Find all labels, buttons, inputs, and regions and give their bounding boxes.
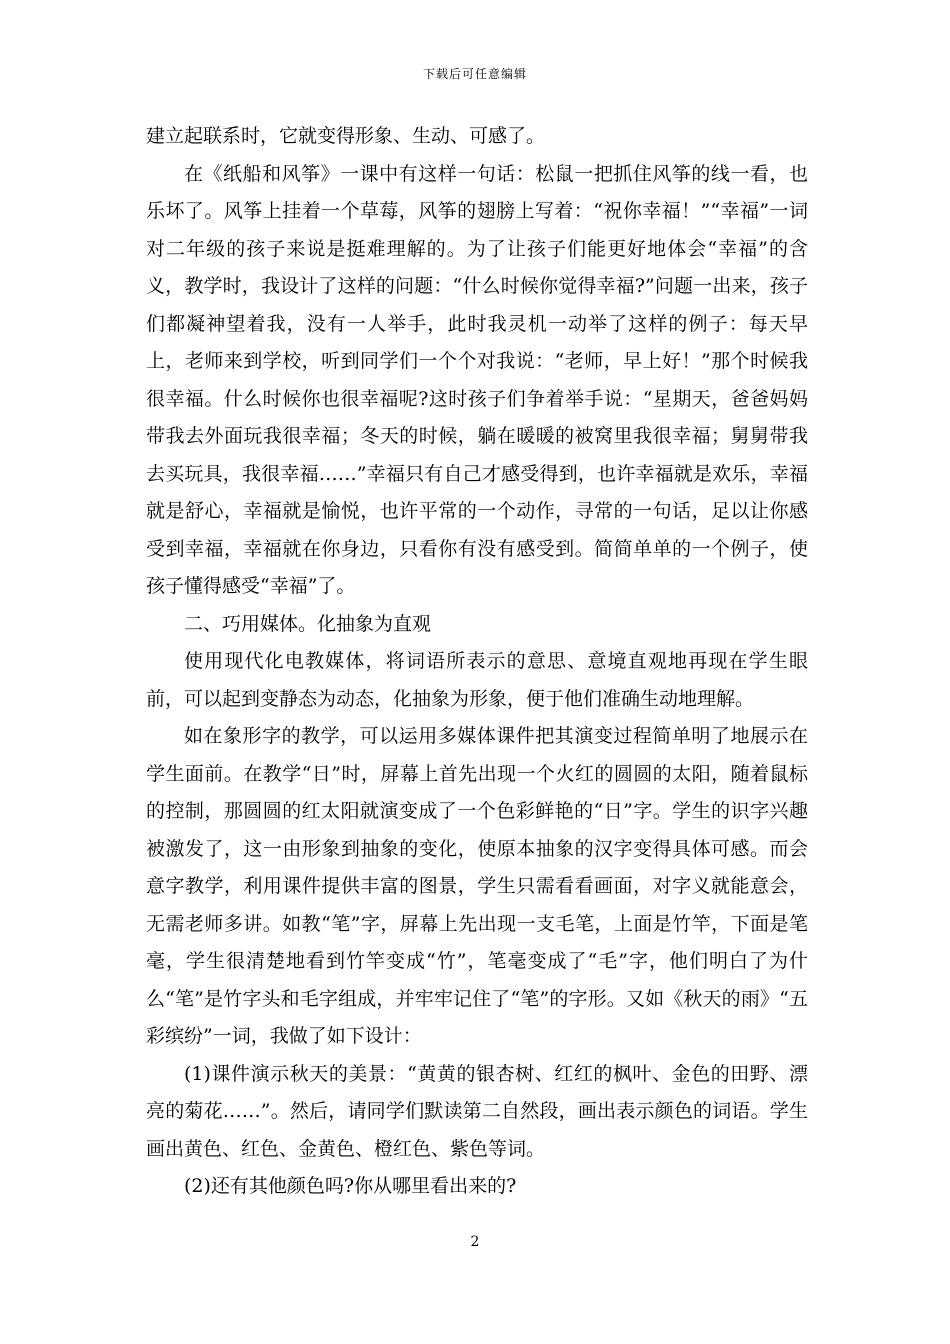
paragraph-1: 建立起联系时，它就变得形象、生动、可感了。 [146,125,546,147]
paragraph-4: 如在象形字的教学，可以运用多媒体课件把其演变过程简单明了地展示在学生面前。在教学“日”时，屏幕上首先出现一个火红的圆圆的太阳，随着鼠标的控制，那圆圆的红太阳就演变成了一个色彩鲜艳的“日”字。学生的识字兴趣被激发了，这一由形象到抽象的变化，使原本抽象的汉字变得具体可感。而会意字教学，利用课件提供丰富的图景，学生只需看看画面，对字义就能意会，无需老师多讲。如教“笔”字，屏幕上先出现一支毛笔，上面是竹竿，下面是笔毫，学生很清楚地看到竹竿变成“竹”，笔毫变成了“毛”字，他们明白了为什么“笔”是竹字头和毛字组成，并牢牢记住了“笔”的字形。又如《秋天的雨》“五彩缤纷”一词，我做了如下设计： [146,725,808,1047]
paragraph-6: (2)还有其他颜色吗?你从哪里看出来的? [184,1175,517,1197]
document-body [146,118,808,1206]
paragraph-5: (1)课件演示秋天的美景：“黄黄的银杏树、红红的枫叶、金色的田野、漂亮的菊花……”。然后，请同学们默读第二自然段，画出表示颜色的词语。学生画出黄色、红色、金黄色、橙红色、紫色等词。 [146,1062,808,1160]
section-heading: 二、巧用媒体。化抽象为直观 [184,612,432,635]
page-header: 下载后可任意编辑 [422,67,527,81]
page-number: 2 [470,1234,480,1250]
paragraph-3: 使用现代化电教媒体，将词语所表示的意思、意境直观地再现在学生眼前，可以起到变静态为动态，化抽象为形象，便于他们准确生动地理解。 [146,650,808,710]
paragraph-2: 在《纸船和风筝》一课中有这样一句话：松鼠一把抓住风筝的线一看，也乐坏了。风筝上挂着一个草莓，风筝的翅膀上写着：“祝你幸福！”“幸福”一词对二年级的孩子来说是挺难理解的。为了让孩子们能更好地体会“幸福”的含义，教学时，我设计了这样的问题：“什么时候你觉得幸福?”问题一出来，孩子们都凝神望着我，没有一人举手，此时我灵机一动举了这样的例子：每天早上，老师来到学校，听到同学们一个个对我说：“老师，早上好！”那个时候我很幸福。什么时候你也很幸福呢?这时孩子们争着举手说：“星期天，爸爸妈妈带我去外面玩我很幸福；冬天的时候，躺在暖暖的被窝里我很幸福；舅舅带我去买玩具，我很幸福……”幸福只有自己才感受得到，也许幸福就是欢乐，幸福就是舒心，幸福就是愉悦，也许平常的一个动作，寻常的一句话，足以让你感受到幸福，幸福就在你身边，只看你有没有感受到。简简单单的一个例子，使孩子懂得感受“幸福”了。 [146,162,808,597]
